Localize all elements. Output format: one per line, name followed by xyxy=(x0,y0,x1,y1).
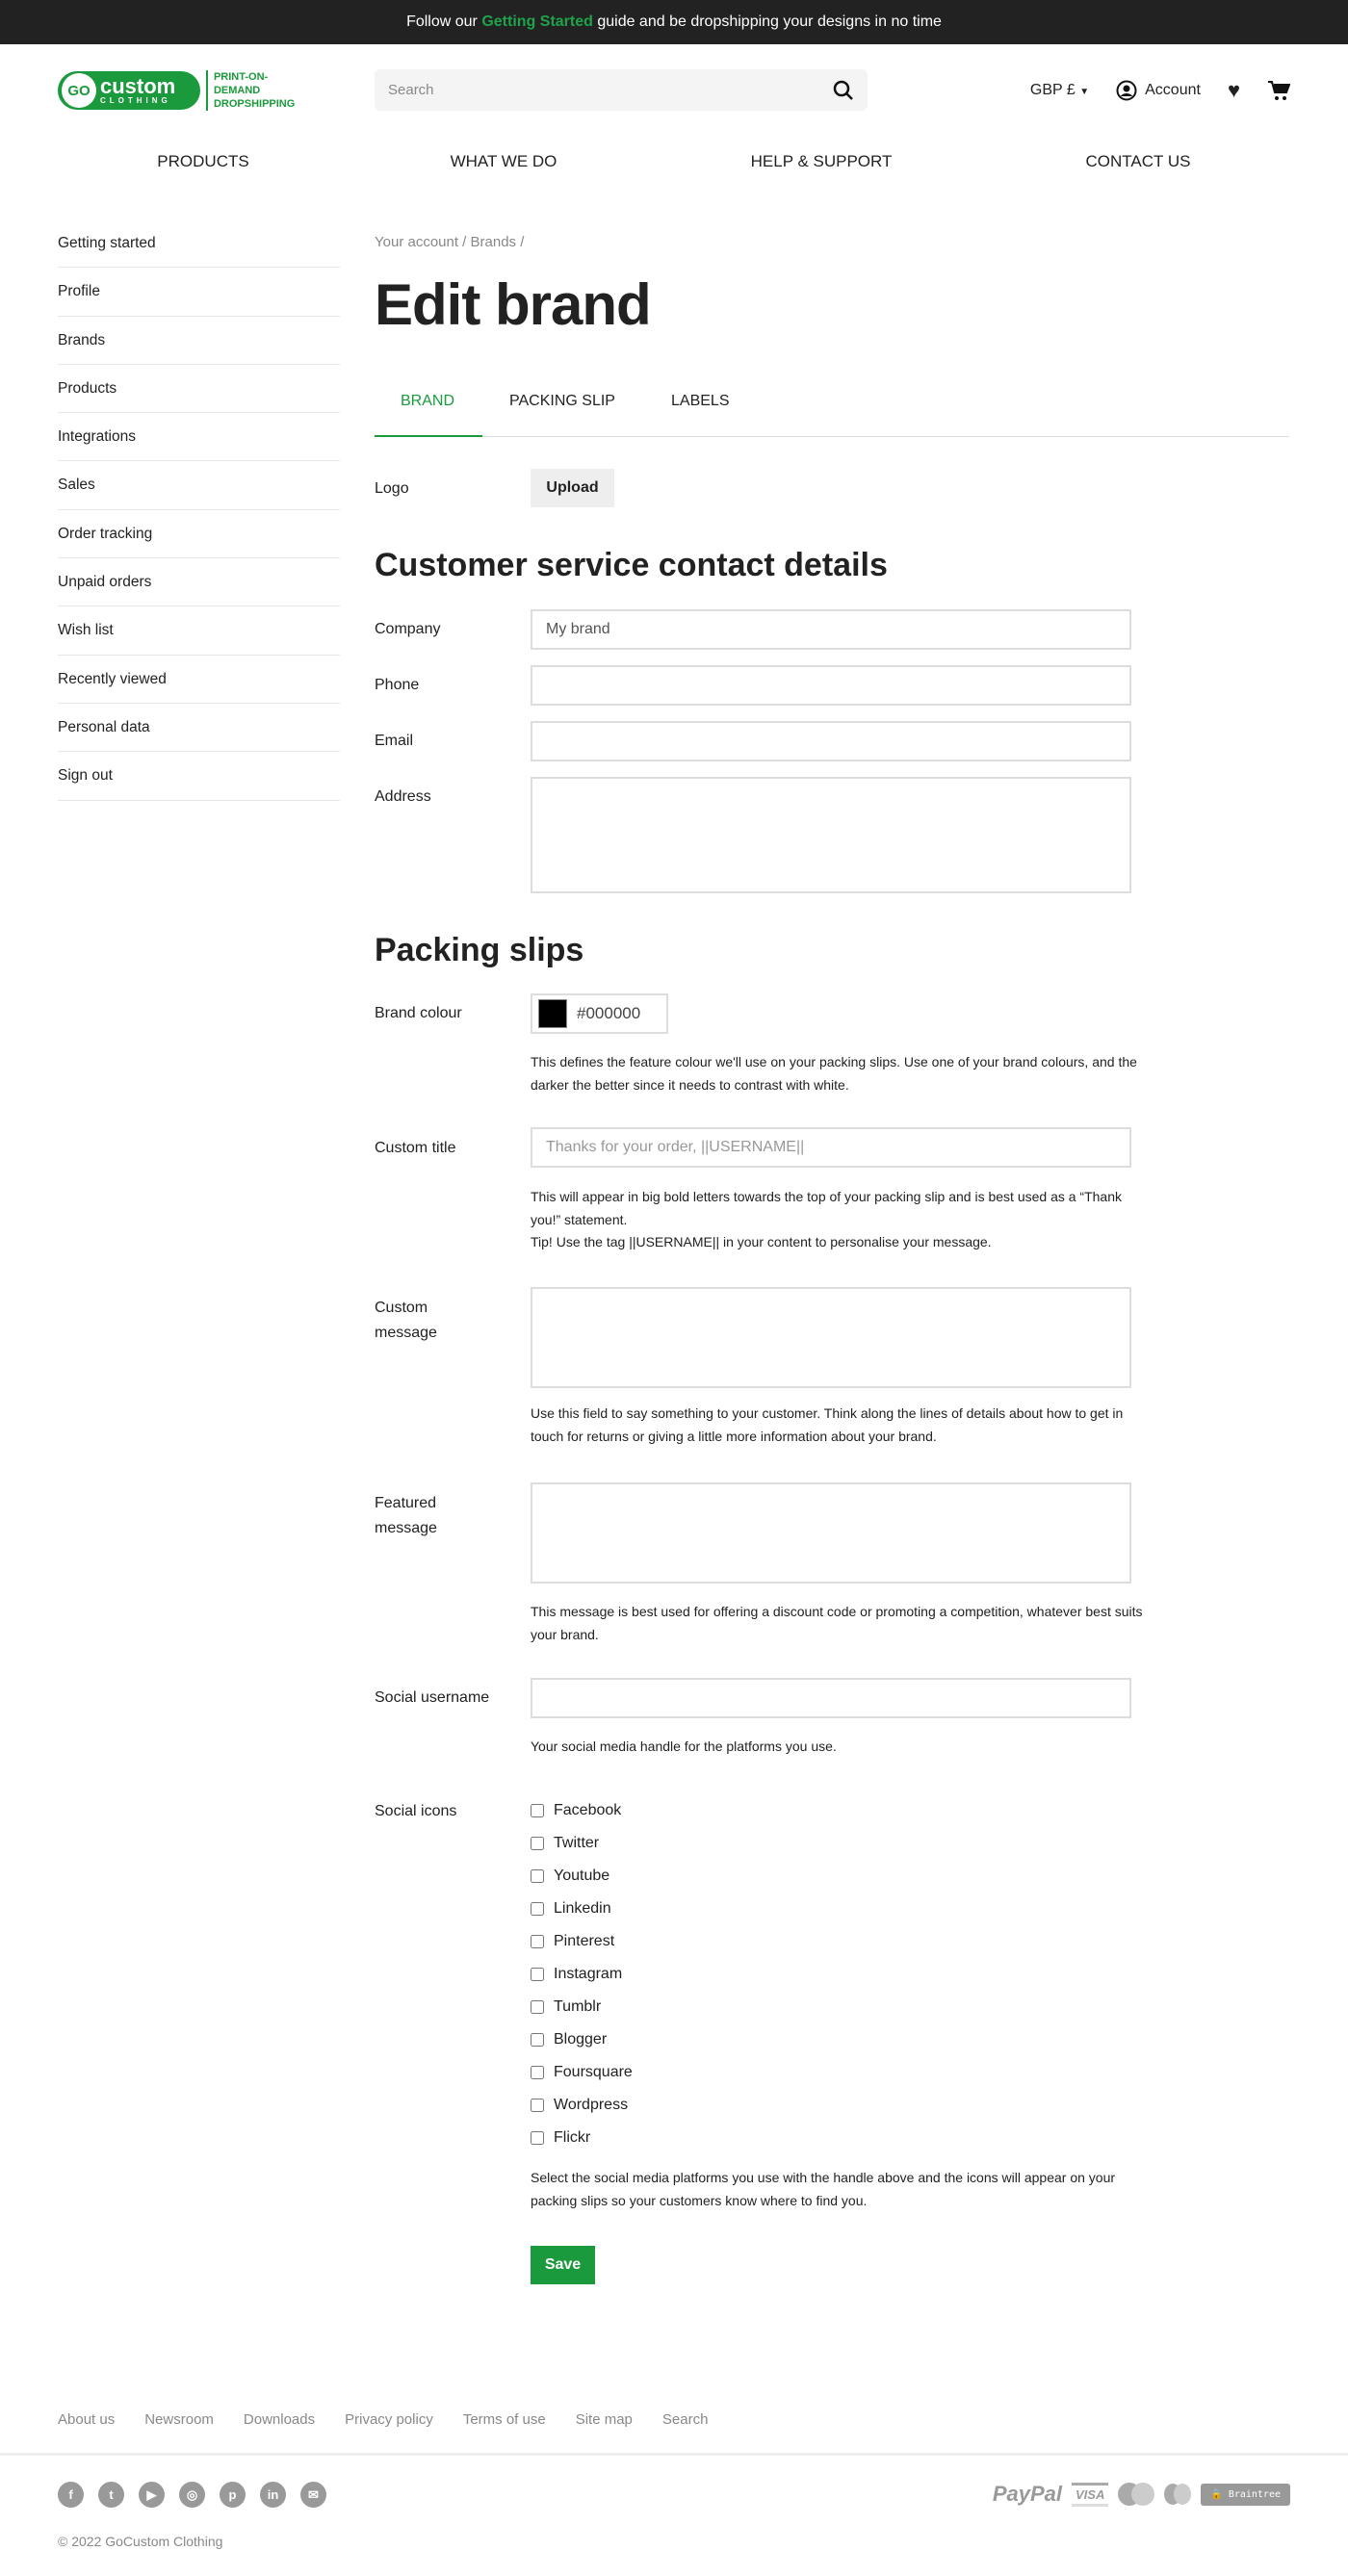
social-icons-help: Select the social media platforms you use with the handle above and the icons will appear on your packing slips so your customers know where to find you. xyxy=(531,2170,1116,2208)
colour-swatch xyxy=(538,999,567,1028)
sidebar-item-brands[interactable]: Brands xyxy=(58,317,340,365)
checkbox-label: Pinterest xyxy=(554,1933,615,1949)
checkbox[interactable] xyxy=(531,1804,544,1817)
copyright: © 2022 GoCustom Clothing xyxy=(58,2534,223,2549)
search-icon[interactable] xyxy=(833,80,854,101)
mastercard-logo xyxy=(1118,2483,1154,2506)
checkbox-label: Tumblr xyxy=(554,1998,602,2015)
company-input[interactable] xyxy=(531,609,1131,650)
checkbox[interactable] xyxy=(531,2131,544,2145)
nav-contact-us[interactable]: CONTACT US xyxy=(1085,152,1191,170)
custom-title-placeholder: Thanks for your order, ||USERNAME|| xyxy=(546,1139,805,1155)
social-checkbox-pinterest[interactable] xyxy=(531,1931,614,1952)
social-checkbox-linkedin[interactable] xyxy=(531,1898,611,1919)
phone-label: Phone xyxy=(375,677,420,693)
brand-colour-picker[interactable] xyxy=(531,993,668,1034)
company-label: Company xyxy=(375,621,441,637)
checkbox[interactable] xyxy=(531,1968,544,1981)
braintree-logo: 🔒 Braintree xyxy=(1201,2484,1290,2506)
cart-icon[interactable] xyxy=(1267,80,1290,101)
colour-value: #000000 xyxy=(577,1004,641,1022)
checkbox[interactable] xyxy=(531,1935,544,1948)
checkbox-label: Instagram xyxy=(554,1966,623,1982)
logo-tagline: DROPSHIPPING xyxy=(213,98,296,111)
logo-clothing: CLOTHING xyxy=(100,96,171,105)
currency-select[interactable] xyxy=(1030,82,1089,99)
sidebar-item-integrations[interactable]: Integrations xyxy=(58,413,340,461)
nav-products[interactable]: PRODUCTS xyxy=(157,152,249,170)
social-links xyxy=(58,2482,326,2508)
twitter-icon[interactable]: t xyxy=(98,2482,124,2508)
page-title: Edit brand xyxy=(375,272,651,337)
sidebar-item-sales[interactable]: Sales xyxy=(58,461,340,509)
logo[interactable] xyxy=(58,69,313,112)
search-placeholder: Search xyxy=(388,82,434,98)
custom-title-label: Custom title xyxy=(375,1140,456,1156)
footer-link-terms[interactable]: Terms of use xyxy=(462,2411,546,2428)
linkedin-icon[interactable]: in xyxy=(260,2482,286,2508)
social-checkbox-wordpress[interactable] xyxy=(531,2095,628,2116)
logo-custom: custom xyxy=(100,74,176,98)
social-checkbox-foursquare[interactable] xyxy=(531,2062,633,2083)
social-icons-label: Social icons xyxy=(375,1803,457,1819)
sidebar-item-sign-out[interactable]: Sign out xyxy=(58,752,340,800)
custom-message-help: Use this field to say something to your customer. Think along the lines of details about how to get in touch for returns or giving a little more information about your brand. xyxy=(531,1405,1124,1444)
social-username-input[interactable] xyxy=(531,1678,1131,1718)
announcement-text: Follow our xyxy=(406,13,482,30)
currency-label: GBP £ xyxy=(1029,82,1076,98)
facebook-icon[interactable]: f xyxy=(58,2482,84,2508)
checkbox[interactable] xyxy=(531,2033,544,2047)
nav-help-support[interactable]: HELP & SUPPORT xyxy=(750,152,893,170)
checkbox-label: Flickr xyxy=(554,2129,591,2146)
sidebar-item-wish-list[interactable]: Wish list xyxy=(58,606,340,655)
checkbox-label: Youtube xyxy=(554,1868,610,1884)
social-username-label: Social username xyxy=(375,1689,490,1706)
social-checkbox-flickr[interactable] xyxy=(531,2127,590,2149)
custom-title-input[interactable] xyxy=(531,1127,1131,1168)
upload-button[interactable]: Upload xyxy=(531,469,614,507)
checkbox-label: Linkedin xyxy=(554,1900,611,1917)
featured-message-textarea[interactable] xyxy=(531,1482,1131,1584)
chevron-down-icon: ▼ xyxy=(1079,87,1090,97)
footer-link-downloads[interactable]: Downloads xyxy=(243,2411,316,2428)
checkbox[interactable] xyxy=(531,1837,544,1850)
social-checkbox-facebook[interactable] xyxy=(531,1800,621,1821)
tab-packing-slip[interactable]: PACKING SLIP xyxy=(509,393,615,409)
checkbox-label: Twitter xyxy=(554,1835,600,1851)
paypal-logo: PayPal xyxy=(992,2482,1062,2506)
phone-input[interactable] xyxy=(531,665,1131,706)
breadcrumb[interactable]: Your account / Brands / xyxy=(375,234,525,250)
sidebar-item-unpaid-orders[interactable]: Unpaid orders xyxy=(58,558,340,606)
address-label: Address xyxy=(375,788,431,805)
account-sidebar xyxy=(58,219,340,801)
search-input[interactable] xyxy=(375,69,868,111)
footer-divider xyxy=(0,2453,1348,2456)
announcement-text: guide and be dropshipping your designs in no time xyxy=(592,13,942,30)
company-value: My brand xyxy=(546,621,610,637)
social-checkbox-youtube[interactable] xyxy=(531,1866,609,1887)
tab-labels[interactable]: LABELS xyxy=(671,393,730,409)
contact-heading: Customer service contact details xyxy=(375,547,888,583)
logo-tagline: PRINT-ON-DEMAND xyxy=(213,70,269,96)
payment-methods xyxy=(993,2482,1290,2507)
checkbox[interactable] xyxy=(531,2099,544,2112)
footer-link-search[interactable]: Search xyxy=(661,2411,709,2428)
checkbox[interactable] xyxy=(531,1869,544,1883)
account-link[interactable] xyxy=(1116,80,1201,101)
footer-link-about[interactable]: About us xyxy=(58,2411,116,2428)
sidebar-item-order-tracking[interactable]: Order tracking xyxy=(58,510,340,558)
sidebar-item-products[interactable]: Products xyxy=(58,365,340,413)
logo-label: Logo xyxy=(375,480,409,497)
nav-what-we-do[interactable]: WHAT WE DO xyxy=(450,152,557,170)
email-icon[interactable]: ✉ xyxy=(300,2482,326,2508)
colour-help: This defines the feature colour we'll use on your packing slips. Use one of your brand colours, and the darker the better since it needs to contrast with white. xyxy=(531,1054,1137,1093)
checkbox-label: Facebook xyxy=(554,1802,622,1818)
getting-started-link[interactable]: Getting Started xyxy=(481,13,593,30)
checkbox[interactable] xyxy=(531,1902,544,1916)
announcement-bar xyxy=(0,0,1348,44)
visa-logo: VISA xyxy=(1072,2483,1108,2507)
email-input[interactable] xyxy=(531,721,1131,761)
wishlist-heart-icon[interactable]: ♥ xyxy=(1227,78,1240,102)
sidebar-item-personal-data[interactable]: Personal data xyxy=(58,704,340,752)
help-tip: Tip! Use the tag ||USERNAME|| in your content to personalise your message. xyxy=(531,1234,992,1249)
checkbox[interactable] xyxy=(531,2066,544,2079)
user-icon xyxy=(1116,80,1137,101)
social-checkbox-tumblr[interactable] xyxy=(531,1996,601,2018)
featured-message-help: This message is best used for offering a discount code or promoting a competition, whatever best suits your brand. xyxy=(531,1604,1143,1642)
checkbox[interactable] xyxy=(531,2000,544,2014)
footer-links xyxy=(58,2411,708,2428)
maestro-logo xyxy=(1164,2484,1191,2505)
sidebar-item-recently-viewed[interactable]: Recently viewed xyxy=(58,656,340,704)
footer-link-privacy[interactable]: Privacy policy xyxy=(345,2411,433,2428)
social-checkbox-twitter[interactable] xyxy=(531,1833,599,1854)
instagram-icon[interactable]: ◎ xyxy=(179,2482,205,2508)
active-tab-indicator xyxy=(375,435,482,437)
address-textarea[interactable] xyxy=(531,777,1131,893)
social-username-help: Your social media handle for the platforms you use. xyxy=(531,1739,837,1754)
pinterest-icon[interactable]: p xyxy=(220,2482,246,2508)
packing-slips-heading: Packing slips xyxy=(375,932,584,968)
sidebar-item-profile[interactable]: Profile xyxy=(58,268,340,316)
custom-message-label: Custom message xyxy=(375,1300,437,1341)
social-checkbox-instagram[interactable] xyxy=(531,1964,622,1985)
footer-link-newsroom[interactable]: Newsroom xyxy=(144,2411,214,2428)
featured-message-label: Featured message xyxy=(375,1495,437,1536)
custom-title-help xyxy=(531,1186,1147,1254)
custom-message-textarea[interactable] xyxy=(531,1287,1131,1388)
checkbox-label: Blogger xyxy=(554,2031,608,2048)
save-button[interactable]: Save xyxy=(531,2246,595,2284)
help-text: This will appear in big bold letters towards the top of your packing slip and is best used as a “Thank you!” statement. xyxy=(531,1189,1122,1227)
tab-bar xyxy=(375,387,1289,437)
checkbox-label: Foursquare xyxy=(554,2064,633,2080)
sidebar-item-getting-started[interactable]: Getting started xyxy=(58,219,340,268)
logo-go: GO xyxy=(62,73,96,108)
email-label: Email xyxy=(375,733,414,749)
social-checkbox-blogger[interactable] xyxy=(531,2029,607,2050)
braintree-text: Braintree xyxy=(1228,2488,1281,2500)
brand-colour-label: Brand colour xyxy=(375,1005,462,1021)
tab-brand[interactable]: BRAND xyxy=(401,393,455,409)
footer-link-sitemap[interactable]: Site map xyxy=(575,2411,633,2428)
youtube-icon[interactable]: ▶ xyxy=(139,2482,165,2508)
account-label: Account xyxy=(1145,82,1201,98)
checkbox-label: Wordpress xyxy=(554,2097,629,2113)
